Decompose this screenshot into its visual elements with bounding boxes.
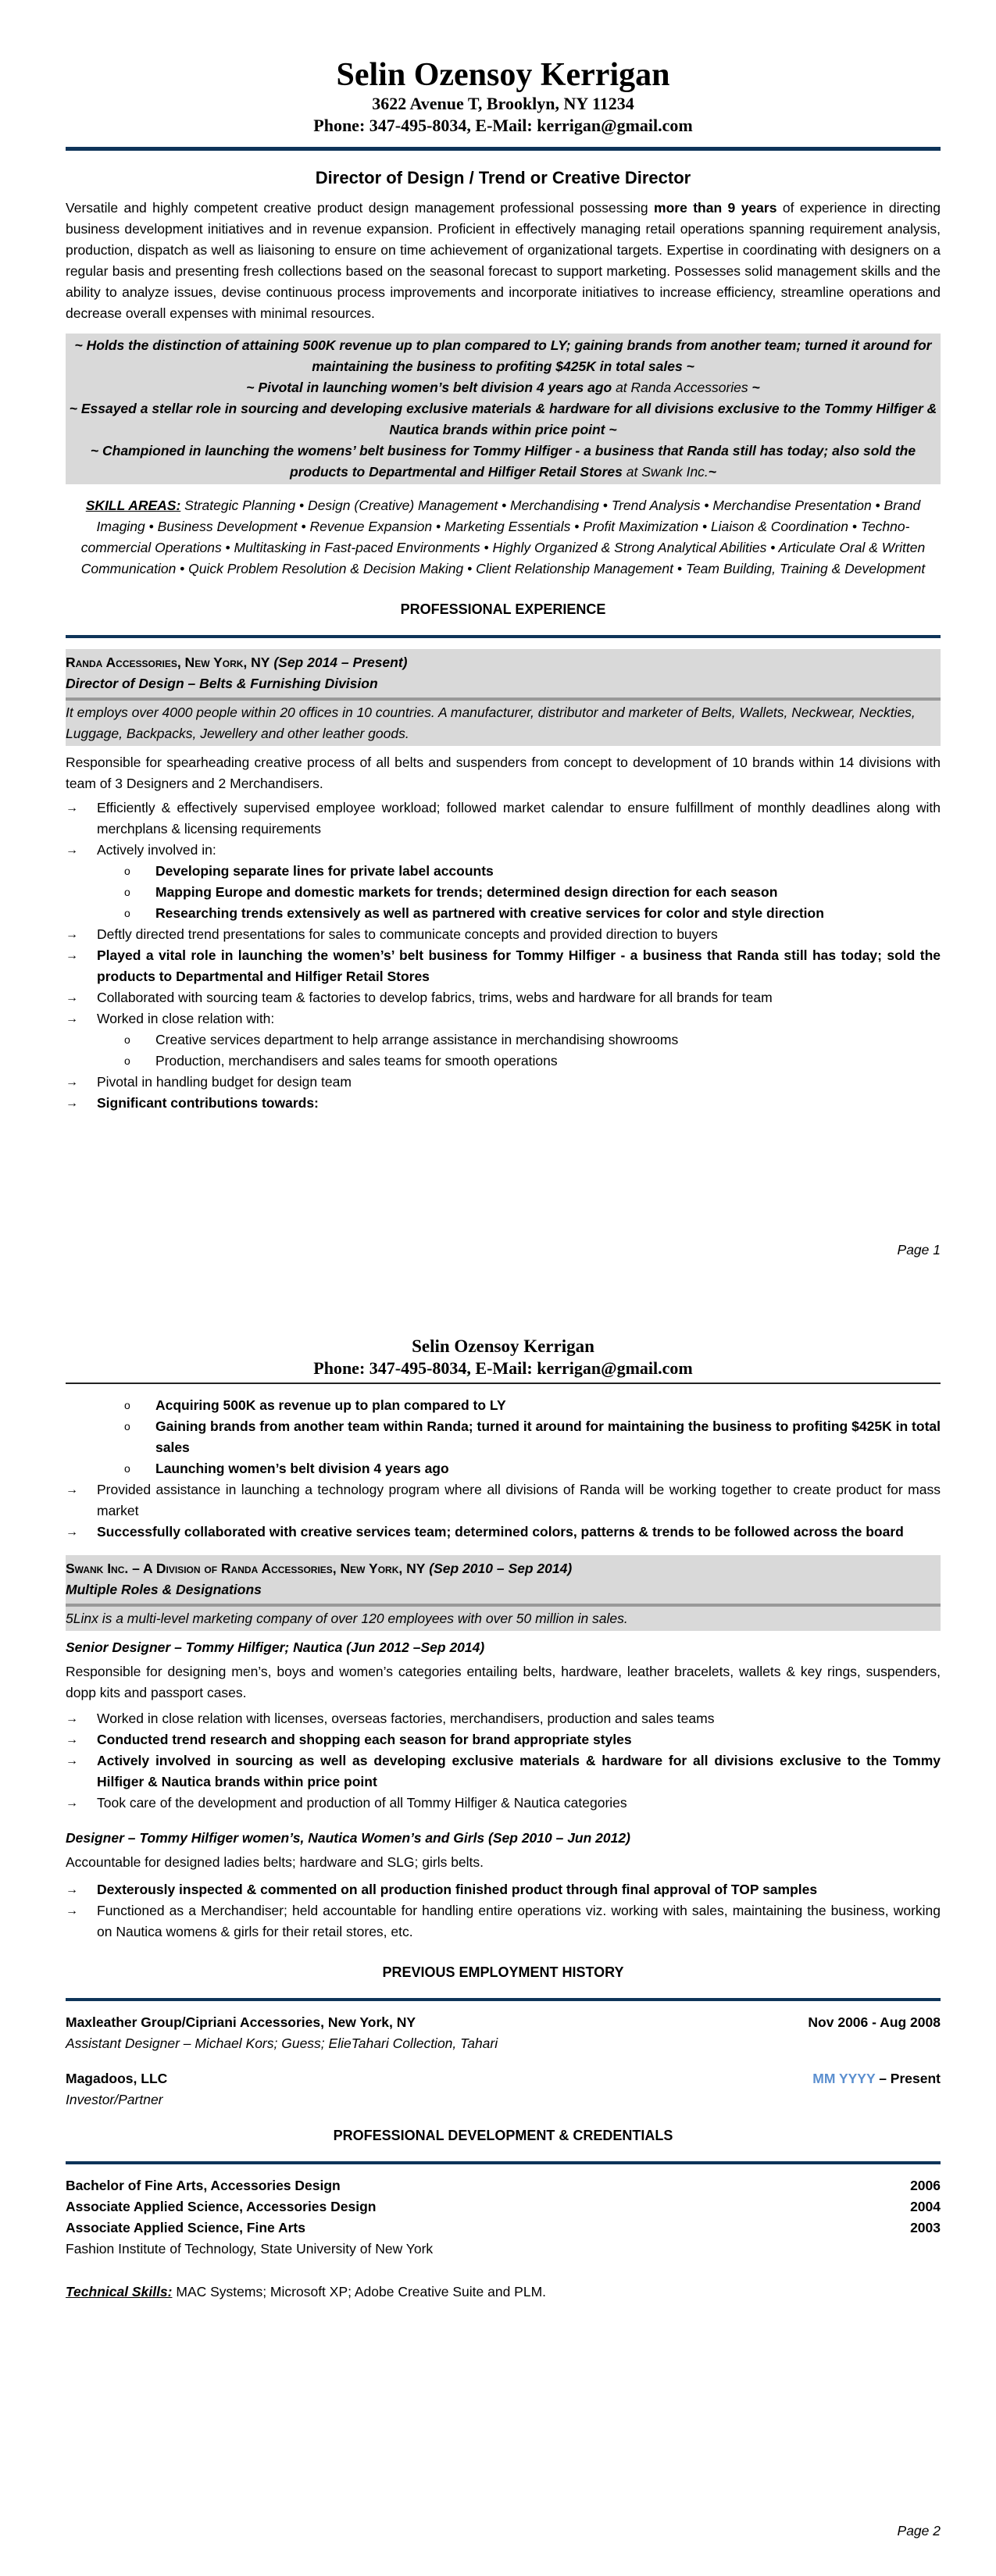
circle-bullet-icon: o xyxy=(124,907,130,919)
highlight-item xyxy=(66,398,941,441)
resume-page-2 xyxy=(66,1336,941,2303)
profile-summary xyxy=(66,198,941,324)
bullet-text: Functioned as a Merchandiser; held accountable for handling entire operations viz. working with sales, maintaining the business, working on Nautica womens & girls for their retail stores, etc. xyxy=(97,1902,941,1939)
date-end: – Present xyxy=(875,2070,941,2086)
career-highlights xyxy=(66,334,941,484)
arrow-icon: → xyxy=(66,1732,78,1746)
bullet-item xyxy=(66,1793,941,1814)
degree-year: 2006 xyxy=(910,2177,941,2193)
sub-bullet-item xyxy=(66,1416,941,1458)
job-dates: (Sep 2014 – Present) xyxy=(270,655,408,670)
bullet-item xyxy=(66,1708,941,1729)
sub-bullet-text: Researching trends extensively as well as partnered with creative services for color and style direction xyxy=(155,905,824,921)
bullet-text: Worked in close relation with licenses, overseas factories, merchandisers, production and sales teams xyxy=(97,1710,715,1726)
previous-job-row xyxy=(66,2012,941,2033)
company-name: Randa Accessories, New York, NY xyxy=(66,655,270,670)
degree-year: 2003 xyxy=(910,2219,941,2235)
highlight-item xyxy=(66,441,941,483)
sub-bullet-text: Gaining brands from another team within Randa; turned it around for maintaining the business to profiting $425K in total sales xyxy=(155,1418,941,1455)
highlight-text: ~ Championed in launching the womens’ belt business for Tommy Hilfiger - a business that Randa still has today; also sold the products to Departmental and Hilfiger Retail Stores xyxy=(90,443,916,480)
bullet-text: Successfully collaborated with creative services team; determined colors, patterns & trends to be followed across the board xyxy=(97,1523,904,1540)
address: 3622 Avenue T, Brooklyn, NY 11234 xyxy=(372,94,634,113)
highlight-text: ~ Essayed a stellar role in sourcing and developing exclusive materials & hardware for all divisions exclusive to the Tommy Hilfiger & Nautica brands within price point ~ xyxy=(69,401,937,437)
bullet-text: Collaborated with sourcing team & factories to develop fabrics, trims, webs and hardware for all brands for team xyxy=(97,990,773,1005)
arrow-icon: → xyxy=(66,1903,78,1918)
bullet-item xyxy=(66,1729,941,1750)
summary-emphasis: more than 9 years xyxy=(654,200,777,216)
section-heading-previous: PREVIOUS EMPLOYMENT HISTORY xyxy=(382,1964,624,1980)
bullet-item xyxy=(66,1008,941,1029)
circle-bullet-icon: o xyxy=(124,865,130,877)
summary-text-rest: of experience in directing business development initiatives and in revenue expansion. Proficient in effectively managing retail operations spanning requirement analysis, production, dispatch as well as liaisoning to ensure on time achievement of organizational targets. Expertise in coordinating with designers on a regular basis and presenting fresh collections based on the seasonal forecast to support marketing. Possesses solid management skills and the ability to analyze issues, devise continuous process improvements and incorporate initiatives to increase efficiency, streamline operations and decrease overall expenses with minimal resources. xyxy=(66,200,941,321)
section-rule xyxy=(66,2161,941,2164)
job-role: Multiple Roles & Designations xyxy=(66,1581,262,1597)
degree-name: Associate Applied Science, Fine Arts xyxy=(66,2219,305,2235)
sub-bullet-text: Mapping Europe and domestic markets for trends; determined design direction for each season xyxy=(155,884,778,900)
job-bullets-p2 xyxy=(66,1479,941,1543)
bullet-text: Efficiently & effectively supervised employee workload; followed market calendar to ensure fulfillment of monthly deadlines along with merchplans & licensing requirements xyxy=(97,800,941,837)
degree-row xyxy=(66,2175,941,2196)
sub-bullets xyxy=(66,1029,941,1072)
company-about: 5Linx is a multi-level marketing company of over 120 employees with over 50 million in sales. xyxy=(66,1610,628,1626)
previous-role: Assistant Designer – Michael Kors; Guess; ElieTahari Collection, Tahari xyxy=(66,2035,498,2051)
summary-text: Versatile and highly competent creative product design management professional possessing xyxy=(66,200,655,216)
arrow-icon: → xyxy=(66,991,78,1004)
bullet-text: Provided assistance in launching a technology program where all divisions of Randa will be working together to create product for mass market xyxy=(97,1481,941,1518)
bullet-item xyxy=(66,797,941,840)
sub-bullet-item xyxy=(66,882,941,903)
bullet-text: Played a vital role in launching the women’s’ belt business for Tommy Hilfiger - a business that Randa still has today; sold the products to Departmental and Hilfiger Retail Stores xyxy=(97,947,941,984)
date-placeholder: MM YYYY xyxy=(812,2070,876,2086)
sub-bullet-text: Developing separate lines for private label accounts xyxy=(155,863,494,879)
job-header-swank xyxy=(66,1555,941,1631)
sub-bullet-text: Creative services department to help arrange assistance in merchandising showrooms xyxy=(155,1032,679,1047)
highlight-tail: ~ xyxy=(708,464,717,480)
sub-bullet-item xyxy=(66,903,941,924)
sub-bullet-text: Launching women’s belt division 4 years ago xyxy=(155,1460,449,1476)
skill-areas xyxy=(66,495,941,580)
highlight-company: at Swank Inc. xyxy=(622,464,709,480)
job-bullets xyxy=(66,797,941,861)
section-rule xyxy=(66,635,941,638)
arrow-icon: → xyxy=(66,928,78,941)
bullet-item xyxy=(66,924,941,945)
technical-skills xyxy=(66,2282,941,2303)
technical-skills-list: MAC Systems; Microsoft XP; Adobe Creative Suite and PLM. xyxy=(172,2283,547,2299)
bullet-item xyxy=(66,945,941,987)
bullet-item xyxy=(66,1879,941,1900)
previous-company: Magadoos, LLC xyxy=(66,2070,168,2086)
arrow-icon: → xyxy=(66,1482,78,1497)
section-heading-experience: PROFESSIONAL EXPERIENCE xyxy=(400,601,606,617)
page-number: Page 1 xyxy=(897,1242,941,1258)
sub-bullet-item xyxy=(66,1029,941,1051)
job-summary: Responsible for spearheading creative process of all belts and suspenders from concept to development of 10 brands within 14 divisions with team of 3 Designers and 2 Merchandisers. xyxy=(66,755,941,791)
arrow-icon: → xyxy=(66,1711,78,1725)
circle-bullet-icon: o xyxy=(124,1054,130,1067)
bullet-item xyxy=(66,1072,941,1093)
bullet-item xyxy=(66,1750,941,1793)
sub-bullet-item xyxy=(66,1458,941,1479)
page-number: Page 2 xyxy=(897,2523,941,2539)
role1-bullets xyxy=(66,1708,941,1814)
role-summary: Responsible for designing men’s, boys and women’s categories entailing belts, hardware, leather bracelets, wallets & key rings, suspenders, dopp kits and passport cases. xyxy=(66,1663,941,1700)
circle-bullet-icon: o xyxy=(124,1419,130,1432)
sub-bullet-item xyxy=(66,1051,941,1072)
technical-skills-label: Technical Skills: xyxy=(66,2283,173,2299)
header-rule-p2 xyxy=(66,1383,941,1384)
arrow-icon: → xyxy=(66,1796,78,1810)
previous-dates: Nov 2006 - Aug 2008 xyxy=(808,2014,941,2030)
arrow-icon: → xyxy=(66,1097,78,1110)
previous-role: Investor/Partner xyxy=(66,2091,163,2107)
job-bullets-cont xyxy=(66,1072,941,1114)
circle-bullet-icon: o xyxy=(124,1461,130,1475)
sub-bullets xyxy=(66,861,941,924)
skill-areas-label: SKILL AREAS: xyxy=(85,498,181,513)
resume-page-1 xyxy=(66,56,941,1114)
highlight-tail: ~ xyxy=(748,380,760,395)
bullet-text: Took care of the development and production of all Tommy Hilfiger & Nautica categories xyxy=(97,1794,627,1811)
bullet-item xyxy=(66,1479,941,1522)
circle-bullet-icon: o xyxy=(124,1033,130,1046)
arrow-icon: → xyxy=(66,1882,78,1896)
sub-bullet-item xyxy=(66,1395,941,1416)
target-title: Director of Design / Trend or Creative Director xyxy=(315,168,691,187)
contribution-sub-bullets xyxy=(66,1395,941,1479)
skill-areas-list: Strategic Planning • Design (Creative) Management • Merchandising • Trend Analysis • Merchandise Presentation • Brand Imaging • Business Development • Revenue Expansion • Marketing Essentials • Profit Maximization • Liaison & Coordination • Techno-commercial Operations • Multitasking in Fast-paced Environments • Highly Organized & Strong Analytical Abilities • Articulate Oral & Written Communication • Quick Problem Resolution & Decision Making • Client Relationship Management • Team Building, Training & Development xyxy=(80,498,926,576)
highlight-company: at Randa Accessories xyxy=(612,380,748,395)
degree-row xyxy=(66,2217,941,2239)
arrow-icon: → xyxy=(66,949,78,962)
company-name: Swank Inc. – A Division of Randa Accessories, New York, NY xyxy=(66,1560,426,1576)
sub-bullet-text: Production, merchandisers and sales teams for smooth operations xyxy=(155,1053,558,1069)
bullet-item xyxy=(66,840,941,861)
header-rule xyxy=(66,147,941,151)
bullet-text: Conducted trend research and shopping each season for brand appropriate styles xyxy=(97,1731,632,1747)
circle-bullet-icon: o xyxy=(124,1398,130,1411)
bullet-text: Dexterously inspected & commented on all production finished product through final approval of TOP samples xyxy=(97,1881,818,1897)
bullet-item xyxy=(66,987,941,1008)
role-summary: Accountable for designed ladies belts; hardware and SLG; girls belts. xyxy=(66,1854,484,1870)
contact-line: Phone: 347-495-8034, E-Mail: kerrigan@gmail.com xyxy=(313,116,693,135)
role-title-designer: Designer – Tommy Hilfiger women’s, Nautica Women’s and Girls (Sep 2010 – Jun 2012) xyxy=(66,1829,630,1846)
bullet-item xyxy=(66,1522,941,1543)
bullet-item xyxy=(66,1093,941,1114)
section-rule xyxy=(66,1998,941,2001)
candidate-name-p2: Selin Ozensoy Kerrigan xyxy=(412,1336,594,1356)
company-divider xyxy=(66,698,941,701)
arrow-icon: → xyxy=(66,801,78,815)
job-dates: (Sep 2010 – Sep 2014) xyxy=(425,1560,573,1576)
arrow-icon: → xyxy=(66,1012,78,1026)
highlight-item xyxy=(66,335,941,377)
degree-name: Associate Applied Science, Accessories Design xyxy=(66,2198,377,2214)
company-about: It employs over 4000 people within 20 offices in 10 countries. A manufacturer, distributor and marketer of Belts, Wallets, Neckwear, Neckties, Luggage, Backpacks, Jewellery and other leather goods. xyxy=(66,705,916,741)
job-header-randa xyxy=(66,649,941,746)
circle-bullet-icon: o xyxy=(124,886,130,898)
role-title-senior-designer: Senior Designer – Tommy Hilfiger; Nautica (Jun 2012 –Sep 2014) xyxy=(66,1639,485,1655)
arrow-icon: → xyxy=(66,1754,78,1768)
company-divider xyxy=(66,1604,941,1607)
degree-year: 2004 xyxy=(910,2198,941,2214)
highlight-item xyxy=(66,377,941,398)
arrow-icon: → xyxy=(66,844,78,857)
institution: Fashion Institute of Technology, State University of New York xyxy=(66,2240,434,2257)
contact-line-p2: Phone: 347-495-8034, E-Mail: kerrigan@gmail.com xyxy=(313,1358,693,1378)
bullet-text: Actively involved in: xyxy=(97,842,216,858)
degree-row xyxy=(66,2196,941,2217)
previous-dates xyxy=(812,2068,941,2089)
bullet-text: Pivotal in handling budget for design team xyxy=(97,1074,352,1090)
sub-bullet-item xyxy=(66,861,941,882)
bullet-text: Deftly directed trend presentations for sales to communicate concepts and provided direction to buyers xyxy=(97,926,718,942)
arrow-icon: → xyxy=(66,1076,78,1089)
candidate-name: Selin Ozensoy Kerrigan xyxy=(336,57,670,93)
bullet-text: Worked in close relation with: xyxy=(97,1011,275,1026)
role2-bullets xyxy=(66,1879,941,1943)
previous-job-row xyxy=(66,2068,941,2089)
job-role: Director of Design – Belts & Furnishing Division xyxy=(66,676,378,691)
bullet-item xyxy=(66,1900,941,1943)
arrow-icon: → xyxy=(66,1525,78,1539)
degree-name: Bachelor of Fine Arts, Accessories Design xyxy=(66,2177,341,2193)
job-bullets-cont xyxy=(66,924,941,1029)
previous-company: Maxleather Group/Cipriani Accessories, New York, NY xyxy=(66,2014,416,2030)
sub-bullet-text: Acquiring 500K as revenue up to plan compared to LY xyxy=(155,1397,506,1413)
bullet-text: Significant contributions towards: xyxy=(97,1095,319,1111)
section-heading-credentials: PROFESSIONAL DEVELOPMENT & CREDENTIALS xyxy=(333,2127,673,2143)
highlight-text: ~ Holds the distinction of attaining 500K revenue up to plan compared to LY; gaining brands from another team; turned it around for maintaining the business to profiting $425K in total sales ~ xyxy=(74,337,932,374)
highlight-text: ~ Pivotal in launching women’s belt division 4 years ago xyxy=(246,380,612,395)
bullet-text: Actively involved in sourcing as well as developing exclusive materials & hardware for all divisions exclusive to the Tommy Hilfiger & Nautica brands within price point xyxy=(97,1752,941,1789)
